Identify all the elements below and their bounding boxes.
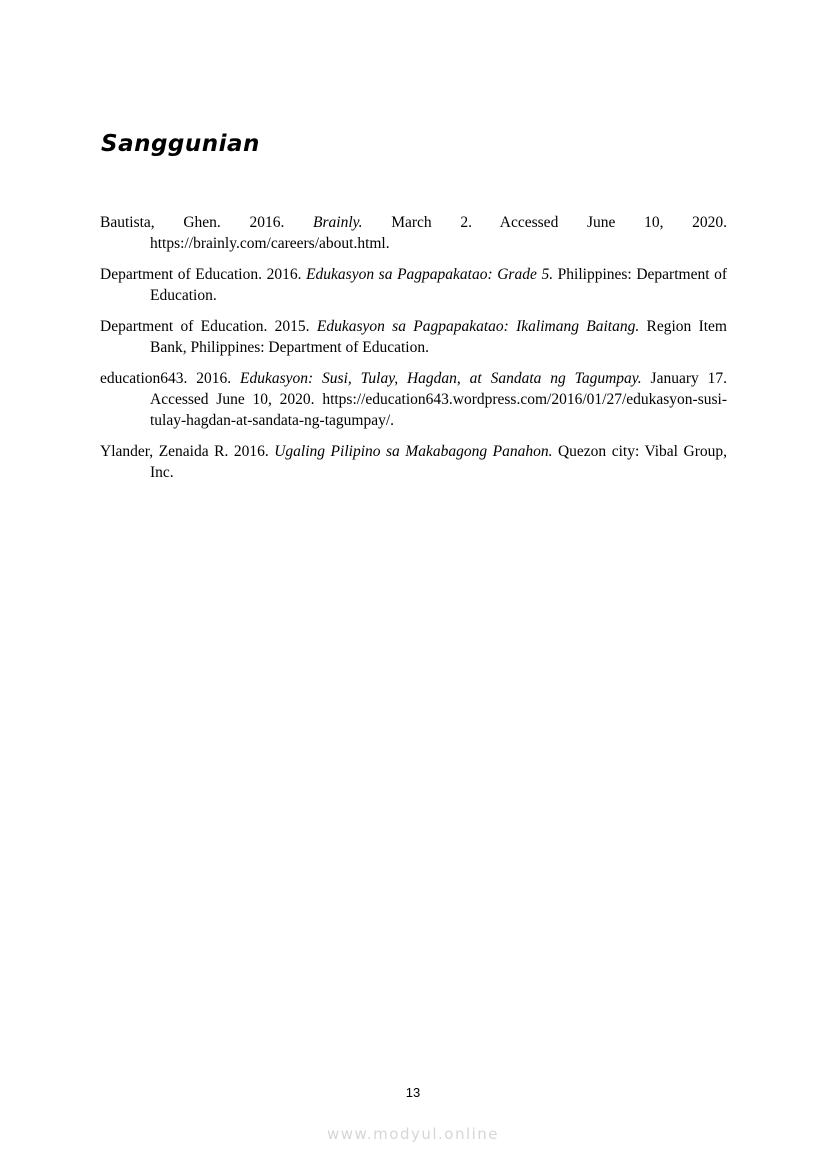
reference-text: Ylander, Zenaida R. 2016. <box>100 443 275 460</box>
reference-text: Department of Education. 2015. <box>100 318 317 335</box>
reference-text: Region Item Bank, Philippines: Department of Education. <box>150 318 727 356</box>
reference-text: Bautista, Ghen. 2016. <box>100 214 314 231</box>
reference-ylander <box>100 441 727 483</box>
reference-title: Edukasyon: Susi, Tulay, Hagdan, at Sandata ng Tagumpay. <box>240 370 642 387</box>
reference-text: education643. 2016. <box>100 370 240 387</box>
reference-text: Quezon city: Vibal Group, Inc. <box>150 443 727 481</box>
watermark: www.modyul.online <box>326 1125 500 1143</box>
reference-deped-2016 <box>100 264 727 306</box>
reference-bautista <box>100 212 727 254</box>
reference-text: Philippines: Department of Education. <box>150 266 728 304</box>
reference-text: March 2. Accessed June 10, 2020. https://brainly.com/careers/about.html. <box>150 214 727 252</box>
reference-text: January 17. Accessed June 10, 2020. https://education643.wordpress.com/2016/01/27/edukasyon-susi-tulay-hagdan-at-sandata-ng-tagumpay/. <box>150 370 728 429</box>
page-title: Sanggunian <box>101 131 260 157</box>
reference-title: Brainly. <box>313 214 363 231</box>
reference-deped-2015 <box>100 316 727 358</box>
page-number: 13 <box>405 1085 421 1100</box>
reference-title: Edukasyon sa Pagpapakatao: Ikalimang Baitang. <box>316 318 640 335</box>
reference-text: Department of Education. 2016. <box>100 266 307 283</box>
reference-list <box>100 212 727 493</box>
reference-education643 <box>100 368 727 431</box>
reference-title: Edukasyon sa Pagpapakatao: Grade 5. <box>306 266 554 283</box>
reference-title: Ugaling Pilipino sa Makabagong Panahon. <box>274 443 553 460</box>
